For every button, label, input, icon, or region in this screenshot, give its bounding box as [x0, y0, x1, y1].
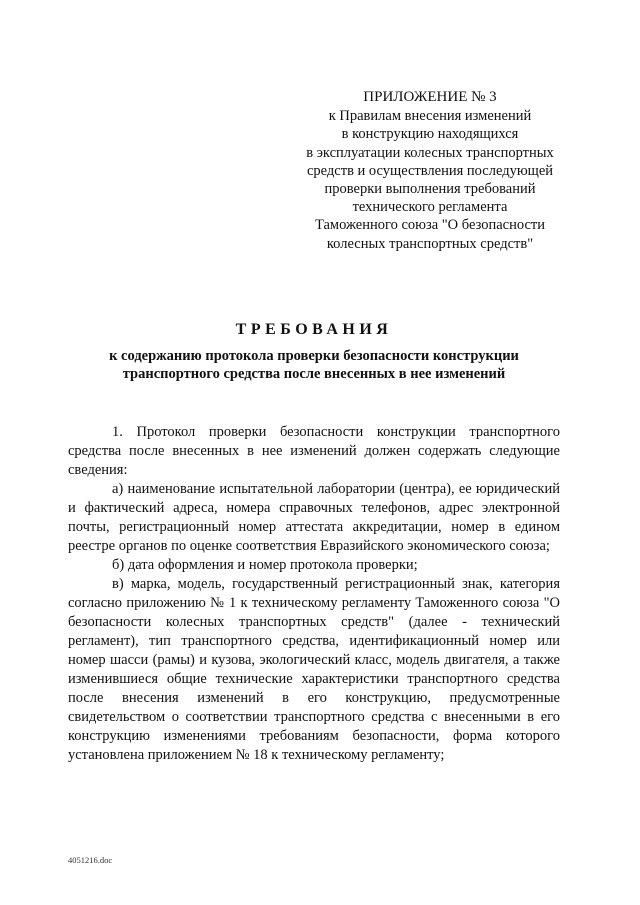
- annex-line: технического регламента: [352, 199, 508, 216]
- annex-block: [300, 88, 560, 253]
- annex-line: к Правилам внесения изменений: [328, 108, 532, 125]
- annex-line: в конструкцию находящихся: [341, 126, 519, 143]
- annex-title: ПРИЛОЖЕНИЕ № 3: [363, 89, 497, 105]
- paragraph-a: а) наименование испытательной лаборатории (центра), ее юридический и фактический адреса, номера справочных телефонов, адрес электронной почты, регистрационный номер аттестата аккредитации, номер в едином реестре органов по оценке соответствия Евразийского экономического союза;: [68, 481, 560, 554]
- paragraph-b: б) дата оформления и номер протокола проверки;: [112, 557, 418, 573]
- annex-line: Таможенного союза "О безопасности: [314, 217, 546, 234]
- document-subheading: [60, 347, 568, 383]
- paragraph-v: в) марка, модель, государственный регистрационный знак, категория согласно приложению № 1 к техническому регламенту Таможенного союза "О безопасности колесных транспортных средств" (далее - технический регламент), тип транспортного средства, идентификационный номер или номер шасси (рамы) и кузова, экологический класс, модель двигателя, а также изменившиеся общие технические характеристики транспортного средства после внесения изменений в его конструкцию, предусмотренные свидетельством о соответствии транспортного средства с внесенными в его конструкцию изменениями требованиям безопасности, форма которого установлена приложением № 18 к техническому регламенту;: [68, 576, 560, 763]
- subheading-line: к содержанию протокола проверки безопасности конструкции: [109, 348, 519, 364]
- file-name-footer: 4051216.doc: [68, 855, 113, 865]
- body-text: [68, 423, 560, 765]
- subheading-line: транспортного средства после внесенных в нее изменений: [122, 366, 506, 382]
- annex-line: средств и осуществления последующей: [306, 162, 554, 179]
- paragraph-1: 1. Протокол проверки безопасности конструкции транспортного средства после внесенных в нее изменений должен содержать следующие сведения:: [68, 424, 560, 478]
- annex-line: проверки выполнения требований: [324, 181, 536, 198]
- document-heading: ТРЕБОВАНИЯ: [235, 321, 393, 338]
- annex-line: в эксплуатации колесных транспортных: [306, 144, 554, 161]
- annex-line: колесных транспортных средств": [326, 235, 534, 252]
